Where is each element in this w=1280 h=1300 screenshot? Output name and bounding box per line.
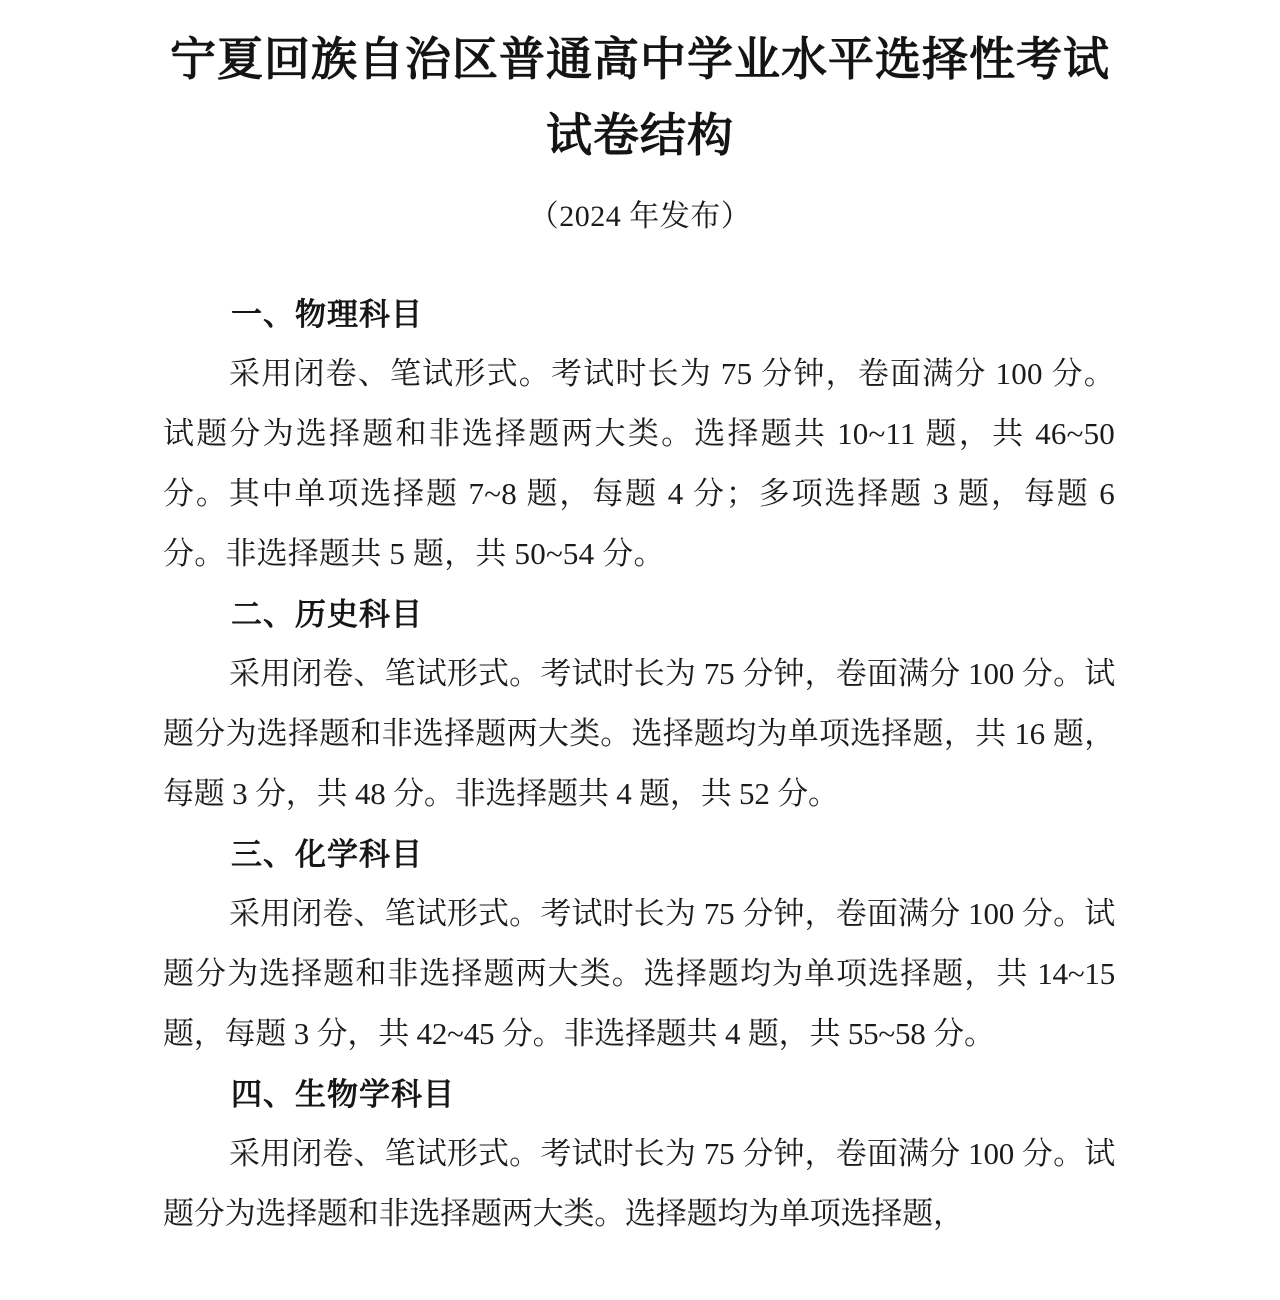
section-heading-biology: 四、生物学科目 [231, 1077, 455, 1113]
section-history [163, 586, 1115, 824]
document-title-line-1: 宁夏回族自治区普通高中学业水平选择性考试 [170, 34, 1110, 85]
section-heading-history: 二、历史科目 [231, 597, 423, 633]
section-body-history: 采用闭卷、笔试形式。考试时长为 75 分钟，卷面满分 100 分。试题分为选择题和非选择题两大类。选择题均为单项选择题，共 16 题，每题 3 分，共 48 分。非选择题共 4 题，共 52 分。 [163, 656, 1115, 811]
section-body-physics: 采用闭卷、笔试形式。考试时长为 75 分钟，卷面满分 100 分。试题分为选择题和非选择题两大类。选择题共 10~11 题，共 46~50 分。其中单项选择题 7~8 题，每题 4 分；多项选择题 3 题，每题 6 分。非选择题共 5 题，共 50~54 分。 [163, 356, 1115, 571]
document-subtitle: （2024 年发布） [528, 200, 752, 233]
section-heading-physics: 一、物理科目 [231, 297, 423, 333]
section-body-biology: 采用闭卷、笔试形式。考试时长为 75 分钟，卷面满分 100 分。试题分为选择题和非选择题两大类。选择题均为单项选择题， [163, 1136, 1115, 1231]
section-biology [163, 1066, 1115, 1244]
title-block [0, 0, 1280, 238]
document-body [0, 286, 1280, 1244]
section-chemistry [163, 826, 1115, 1064]
document-title-line-2: 试卷结构 [546, 110, 734, 161]
section-body-chemistry: 采用闭卷、笔试形式。考试时长为 75 分钟，卷面满分 100 分。试题分为选择题和非选择题两大类。选择题均为单项选择题，共 14~15 题，每题 3 分，共 42~45 分。非选择题共 4 题，共 55~58 分。 [163, 896, 1115, 1051]
section-physics [163, 286, 1115, 584]
section-heading-chemistry: 三、化学科目 [231, 837, 423, 873]
